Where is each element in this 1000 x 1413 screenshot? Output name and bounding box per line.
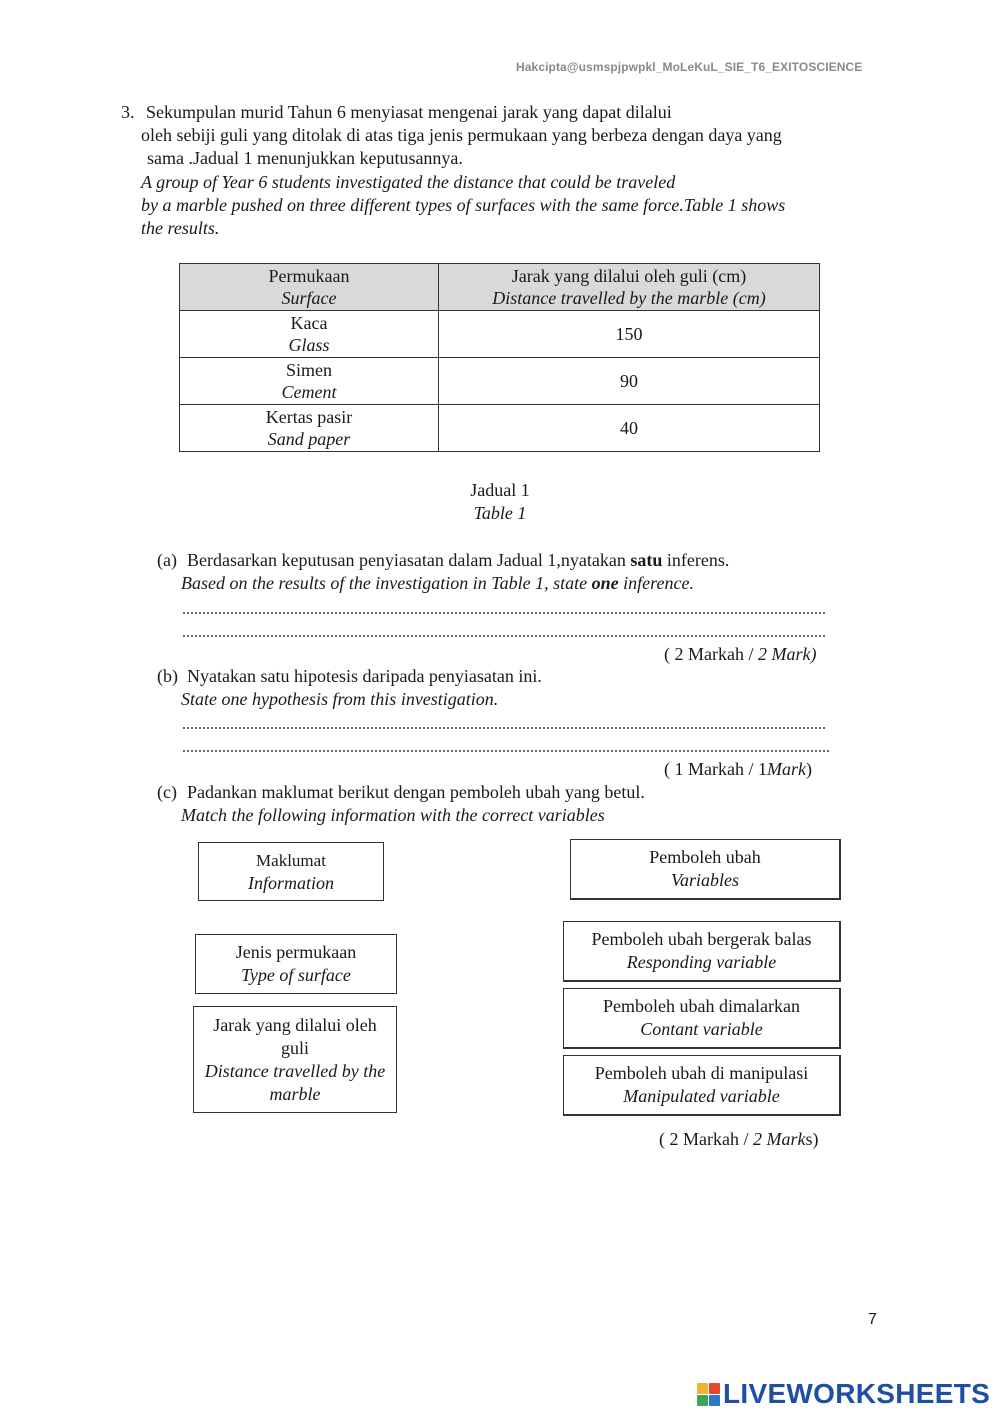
table-header-row [180,264,820,311]
header-malay: Permukaan [268,266,350,286]
question-english-line-1: A group of Year 6 students investigated the distance that could be traveled [141,172,676,192]
table-row [180,358,820,405]
surface-english: Glass [288,335,330,355]
distance-header [439,264,820,311]
marks-text: ( 1 Markah / 1 [664,759,767,779]
question-malay-line-3: sama .Jadual 1 menunjukkan keputusannya. [147,148,463,168]
page-number: 7 [868,1311,877,1328]
marks-suffix: s) [805,1129,819,1149]
var-header-malay: Pemboleh ubah [649,847,761,867]
info-item-type-of-surface[interactable] [195,934,397,994]
part-b-malay: Nyatakan satu hipotesis daripada penyiasatan ini. [187,666,542,686]
results-table [179,263,820,452]
part-a-english-bold: one [591,573,619,593]
surface-cell [180,311,439,358]
part-a-marks [664,643,816,665]
variables-header-box [570,839,841,900]
copyright-header: Hakcipta@usmspjpwpkl_MoLeKuL_SIE_T6_EXITOSCIENCE [516,60,863,74]
answer-line-b2[interactable] [182,750,830,752]
part-c-marks [659,1128,818,1150]
marks-italic: 2 Mark) [757,644,817,664]
question-malay-line-2: oleh sebiji guli yang ditolak di atas tiga jenis permukaan yang berbeza dengan daya yang [141,125,782,145]
part-b-label: (b) [157,666,178,686]
surface-malay: Simen [285,360,332,380]
part-a-malay [187,549,729,571]
variable-malay: Pemboleh ubah di manipulasi [594,1063,809,1083]
info-item-english: Distance travelled by the marble [204,1060,386,1104]
variable-malay: Pemboleh ubah bergerak balas [591,929,812,949]
surface-malay: Kaca [290,313,328,333]
marks-italic: 2 Mark [752,1129,806,1149]
info-item-malay: Jenis permukaan [235,942,357,962]
header-english: Surface [281,288,337,308]
part-a-english-end: inference. [623,573,694,593]
info-header-box [198,842,384,901]
question-english-line-3: the results. [141,218,220,238]
variable-constant[interactable] [563,988,841,1049]
header-malay: Jarak yang dilalui oleh guli (cm) [511,266,747,286]
header-english: Distance travelled by the marble (cm) [492,288,766,308]
marks-italic: Mark [766,759,806,779]
variable-english: Manipulated variable [623,1086,780,1106]
part-a-english-text: Based on the results of the investigation in Table 1, state [181,573,588,593]
question-malay-line-1: Sekumpulan murid Tahun 6 menyiasat mengenai jarak yang dapat dilalui [146,102,672,122]
distance-cell: 40 [439,405,820,452]
variable-manipulated[interactable] [563,1055,841,1116]
marks-text: ( 2 Markah / [659,1129,749,1149]
info-item-english: Type of surface [241,965,351,985]
info-header-english: Information [247,872,334,893]
answer-line-b1[interactable] [182,727,825,729]
answer-line-a1[interactable] [182,612,827,614]
part-b-marks [664,758,812,780]
marks-text: ( 2 Markah / [664,644,754,664]
surface-malay: Kertas pasir [265,407,353,427]
surface-header [180,264,439,311]
surface-cell [180,405,439,452]
info-item-malay: Jarak yang dilalui oleh guli [213,1014,377,1058]
variable-english: Contant variable [640,1019,763,1039]
table-row [180,311,820,358]
surface-english: Cement [281,382,337,402]
part-a-label: (a) [157,550,177,570]
logo-grid-icon [697,1383,720,1406]
variable-responding[interactable] [563,921,841,982]
part-a-english [181,572,694,594]
answer-line-a2[interactable] [182,635,827,637]
part-c-malay: Padankan maklumat berikut dengan pemboleh ubah yang betul. [187,782,645,802]
variable-malay: Pemboleh ubah dimalarkan [603,996,800,1016]
part-b-english: State one hypothesis from this investigation. [181,689,499,709]
part-c-label: (c) [157,782,177,802]
distance-cell: 90 [439,358,820,405]
part-a-malay-end: inferens. [666,550,730,570]
surface-cell [180,358,439,405]
marks-suffix: ) [805,759,812,779]
part-a-malay-bold: satu [630,550,663,570]
question-number: 3. [121,102,135,122]
logo-text: LIVEWORKSHEETS [723,1378,991,1409]
info-header-malay: Maklumat [256,850,326,870]
part-c-english: Match the following information with the correct variables [181,805,605,825]
surface-english: Sand paper [267,429,351,449]
liveworksheets-logo[interactable] [697,1376,990,1412]
var-header-english: Variables [670,870,739,890]
distance-cell: 150 [439,311,820,358]
table-caption-malay: Jadual 1 [470,480,530,500]
part-a-malay-text: Berdasarkan keputusan penyiasatan dalam Jadual 1,nyatakan [187,550,626,570]
table-row [180,405,820,452]
info-item-distance-travelled[interactable] [193,1006,397,1113]
question-english-line-2: by a marble pushed on three different types of surfaces with the same force.Table 1 shows [141,195,786,215]
table-caption-english: Table 1 [473,503,527,523]
variable-english: Responding variable [626,952,777,972]
